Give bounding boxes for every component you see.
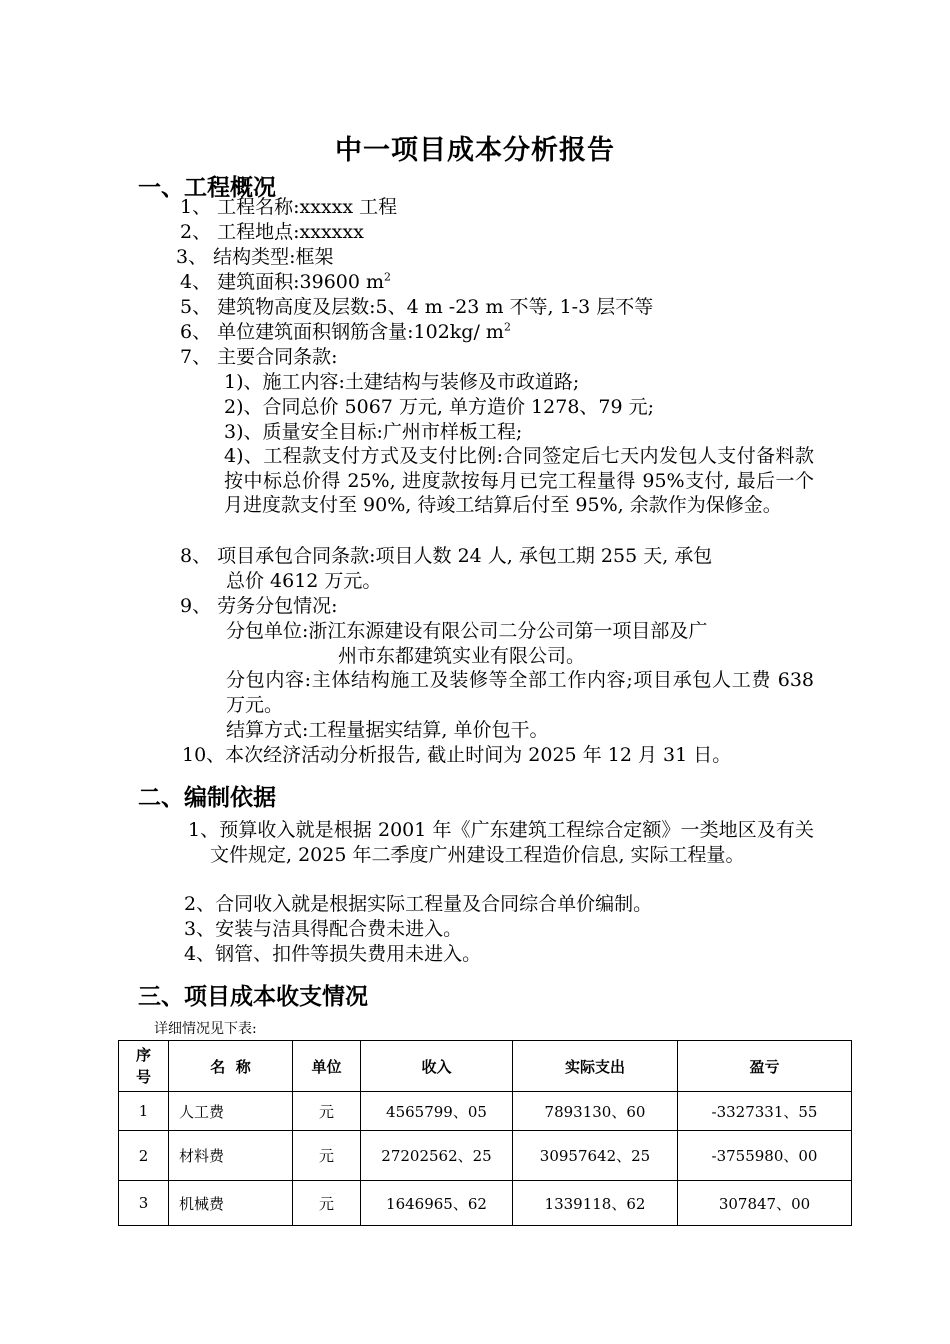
overview-item-7: 7、 主要合同条款: — [180, 346, 338, 368]
section-heading-cost: 三、项目成本收支情况 — [138, 984, 368, 1010]
contract-clause-2: 2)、合同总价 5067 万元, 单方造价 1278、79 元; — [224, 396, 655, 418]
table-row — [119, 1131, 852, 1181]
table-row — [119, 1092, 852, 1131]
contract-clause-1: 1)、施工内容:土建结构与装修及市政道路; — [224, 371, 580, 393]
section-heading-overview: 一、工程概况 — [138, 175, 276, 201]
cell-expense: 7893130、60 — [513, 1092, 678, 1131]
section-heading-basis: 二、编制依据 — [138, 785, 276, 811]
overview-item-8-cont: 总价 4612 万元。 — [226, 570, 382, 592]
cell-profit: -3327331、55 — [678, 1092, 852, 1131]
cell-profit: -3755980、00 — [678, 1131, 852, 1181]
header-income: 收入 — [361, 1041, 513, 1092]
cell-unit: 元 — [293, 1092, 361, 1131]
cell-name: 机械费 — [169, 1181, 293, 1226]
basis-item-3: 3、安装与洁具得配合费未进入。 — [184, 918, 463, 940]
cell-no: 2 — [119, 1131, 169, 1181]
overview-item-8: 8、 项目承包合同条款:项目人数 24 人, 承包工期 255 天, 承包 — [180, 545, 713, 567]
subcontract-unit-cont: 州市东都建筑实业有限公司。 — [338, 645, 586, 667]
settlement-method: 结算方式:工程量据实结算, 单价包干。 — [226, 719, 549, 741]
cell-name: 人工费 — [169, 1092, 293, 1131]
cell-expense: 30957642、25 — [513, 1131, 678, 1181]
cell-no: 3 — [119, 1181, 169, 1226]
cell-no: 1 — [119, 1092, 169, 1131]
header-no-line-2: 号 — [135, 1068, 151, 1086]
overview-item-6-sup: 2 — [503, 320, 511, 334]
basis-item-4: 4、钢管、扣件等损失费用未进入。 — [184, 943, 482, 965]
header-no — [119, 1041, 169, 1092]
subcontract-content: 分包内容:主体结构施工及装修等全部工作内容;项目承包人工费 638 万元。 — [226, 669, 814, 716]
cell-income: 1646965、62 — [361, 1181, 513, 1226]
contract-clause-4: 4)、工程款支付方式及支付比例:合同签定后七天内发包人支付备料款按中标总价得 25%, 进度款按每月已完工程量得 95%支付, 最后一个月进度款支付至 90%, 待竣工结算后付至 95%, 余款作为保修金。 — [224, 445, 814, 516]
header-unit: 单位 — [293, 1041, 361, 1092]
table-header-row — [119, 1041, 852, 1092]
subcontract-unit — [226, 619, 707, 644]
overview-item-3: 3、 结构类型:框架 — [176, 246, 334, 268]
overview-item-9: 9、 劳务分包情况: — [180, 595, 338, 617]
header-profit: 盈亏 — [678, 1041, 852, 1092]
page-title: 中一项目成本分析报告 — [335, 135, 615, 166]
overview-item-4 — [180, 270, 391, 295]
header-no-line-1: 序 — [135, 1046, 151, 1064]
overview-item-2: 2、 工程地点:xxxxxx — [180, 221, 364, 243]
header-name: 名 称 — [169, 1041, 293, 1092]
cost-table — [118, 1040, 852, 1226]
cell-income: 4565799、05 — [361, 1092, 513, 1131]
overview-item-10: 10、本次经济活动分析报告, 截止时间为 2025 年 12 月 31 日。 — [182, 744, 732, 766]
table-note: 详细情况见下表: — [154, 1021, 257, 1037]
overview-item-4-text: 4、 建筑面积:39600 m — [180, 271, 385, 293]
cell-unit: 元 — [293, 1131, 361, 1181]
cell-expense: 1339118、62 — [513, 1181, 678, 1226]
overview-item-6-text: 6、 单位建筑面积钢筋含量:102kg/ m — [180, 321, 504, 343]
table-row — [119, 1181, 852, 1226]
cell-income: 27202562、25 — [361, 1131, 513, 1181]
contract-clause-3: 3)、质量安全目标:广州市样板工程; — [224, 421, 523, 443]
basis-item-1: 1、预算收入就是根据 2001 年《广东建筑工程综合定额》一类地区及有关文件规定, 2025 年二季度广州建设工程造价信息, 实际工程量。 — [188, 819, 814, 866]
overview-item-4-sup: 2 — [384, 270, 392, 284]
cell-name: 材料费 — [169, 1131, 293, 1181]
cell-unit: 元 — [293, 1181, 361, 1226]
overview-item-5: 5、 建筑物高度及层数:5、4 m -23 m 不等, 1-3 层不等 — [180, 296, 654, 318]
subcontract-unit-value: 浙江东源建设有限公司二分公司第一项目部及广 — [308, 620, 708, 642]
overview-item-1: 1、 工程名称:xxxxx 工程 — [180, 196, 398, 218]
subcontract-unit-label: 分包单位: — [226, 620, 309, 642]
basis-item-2: 2、合同收入就是根据实际工程量及合同综合单价编制。 — [184, 893, 653, 915]
overview-item-6 — [180, 320, 511, 345]
cell-profit: 307847、00 — [678, 1181, 852, 1226]
header-expense: 实际支出 — [513, 1041, 678, 1092]
